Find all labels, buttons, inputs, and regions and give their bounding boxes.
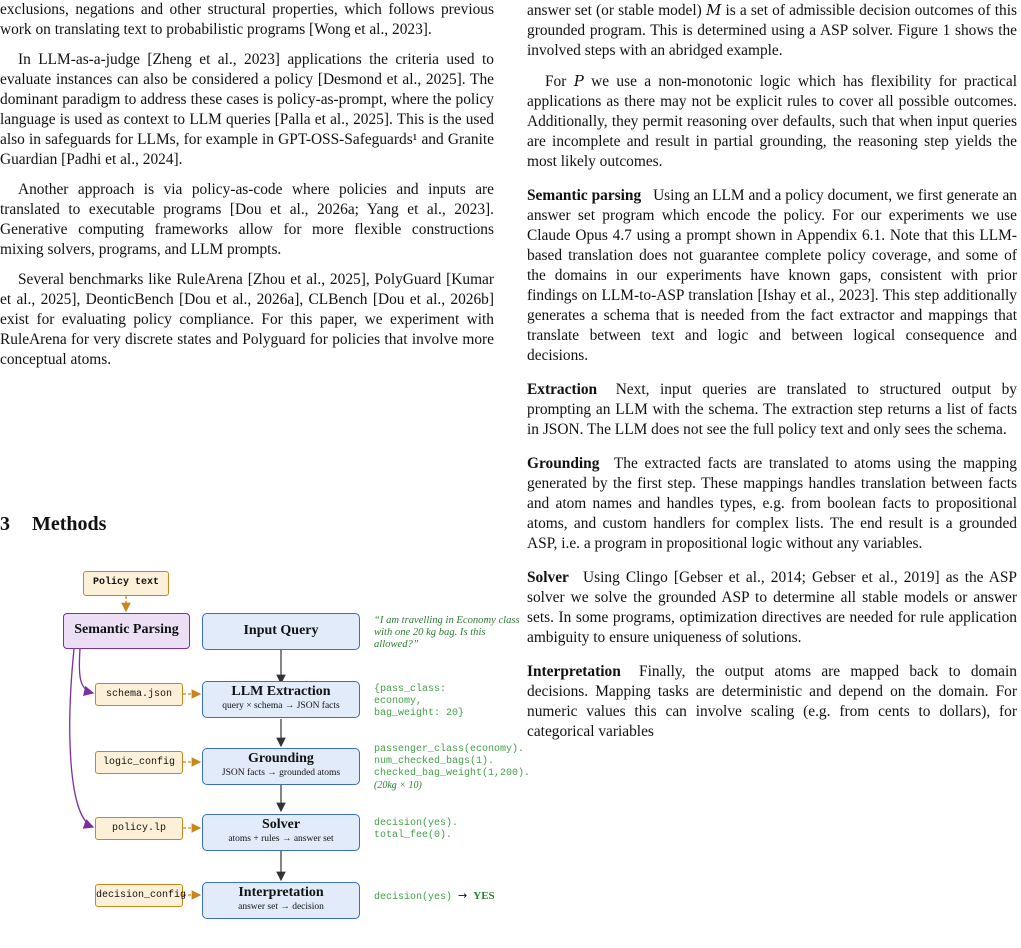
grounding-text: The extracted facts are translated to atoms using the mapping generated by the first step. These mappings handles translation between facts and atom names and handles types, e.g. from boolean facts to propositional atoms, and custom handlers for complex lists. The end result is a grounded ASP, i.e. a program in propositional logic without any variables. bbox=[527, 455, 1017, 552]
decision-config-file: decision_config bbox=[95, 884, 183, 907]
policy-lp-file: policy.lp bbox=[95, 817, 183, 840]
right-p2-post: we use a non-monotonic logic which has flexibility for practical applications as there may not be explicit rules to cover all possible outcomes. Additionally, they permit reasoning over defaults, such that when input queries are incomplete and result in partial grounding, the reasoning step yields the most likely outcomes. bbox=[527, 73, 1017, 170]
right-column bbox=[527, 0, 1017, 752]
interpretation-heading: Interpretation bbox=[527, 663, 621, 680]
grounding-title: Grounding bbox=[248, 751, 314, 766]
schema-json-file: schema.json bbox=[95, 683, 183, 706]
interpretation-output-block bbox=[374, 890, 495, 904]
interpretation-title: Interpretation bbox=[238, 885, 324, 900]
solver-paragraph bbox=[527, 568, 1017, 648]
llm-extraction-subtitle: query × schema → JSON facts bbox=[222, 701, 340, 711]
semantic-parsing-box: Semantic Parsing bbox=[63, 613, 190, 649]
grounding-paragraph bbox=[527, 454, 1017, 554]
grounding-output-block bbox=[374, 744, 530, 793]
parsing-to-policy-curve bbox=[70, 649, 93, 827]
solver-title: Solver bbox=[261, 817, 301, 832]
parsing-to-schema-curve bbox=[79, 649, 93, 693]
solver-box bbox=[202, 814, 360, 851]
extraction-heading: Extraction bbox=[527, 381, 598, 398]
grounding-note: (20kg × 10) bbox=[374, 780, 422, 791]
solver-text: Using Clingo [Gebser et al., 2014; Gebser et al., 2019] as the ASP solver we solve the grounded ASP to determine all stable models or answer sets. In some programs, optimization directives are needed for rule application ambiguity to ensure uniqueness of solutions. bbox=[527, 569, 1017, 646]
solver-output: decision(yes). total_fee(0). bbox=[374, 818, 459, 841]
grounding-heading: Grounding bbox=[527, 455, 600, 472]
program-variable: P bbox=[573, 72, 584, 90]
llm-extraction-box bbox=[202, 681, 360, 718]
extraction-output: {pass_class: economy, bag_weight: 20} bbox=[374, 684, 465, 719]
llm-extraction-title: LLM Extraction bbox=[231, 684, 331, 699]
solver-subtitle: atoms + rules → answer set bbox=[228, 834, 334, 844]
solver-heading: Solver bbox=[527, 569, 569, 586]
left-column bbox=[0, 0, 494, 380]
semantic-parsing-text: Using an LLM and a policy document, we first generate an answer set program which encode the policy. For our experiments we use Claude Opus 4.7 using a prompt shown in Appendix 6.1. Note that this LLM-based translation does not guarantee complete policy coverage, and some of the domains in our experiments have known gaps, consistent with prior findings on LLM-to-ASP translation [Ishay et al., 2023]. This step additionally generates a schema that is needed from the fact extractor and mappings that translate between text and logic and between logical consequence and decisions. bbox=[527, 187, 1017, 364]
section-number: 3 bbox=[0, 513, 10, 535]
left-paragraph-1: exclusions, negations and other structural properties, which follows previous work on translating text to probabilistic programs [Wong et al., 2023]. bbox=[0, 1, 494, 38]
query-quote: “I am travelling in Economy class with one 20 kg bag. Is this allowed?” bbox=[374, 615, 520, 650]
grounding-box bbox=[202, 748, 360, 785]
logic-config-file: logic_config bbox=[95, 751, 183, 774]
interpretation-result: YES bbox=[473, 890, 495, 902]
input-query-title: Input Query bbox=[243, 623, 319, 638]
left-paragraph-3: Another approach is via policy-as-code where policies and inputs are translated to executable programs [Dou et al., 2026a; Yang et al., 2023]. Generative computing frameworks allow for more flexible constructions mixing solvers, programs, and LLM prompts. bbox=[0, 181, 494, 258]
pipeline-figure bbox=[60, 568, 531, 948]
interpretation-text: Finally, the output atoms are mapped back to domain decisions. Mapping tasks are deterministic and depend on the domain. For numeric values this can involve scaling (e.g. from cents to dollars), for categorical variables bbox=[527, 663, 1017, 740]
interpretation-box bbox=[202, 882, 360, 919]
extraction-text: Next, input queries are translated to structured output by prompting an LLM with the schema. The extraction step returns a list of facts in JSON. The LLM does not see the full policy text and only sees the schema. bbox=[527, 381, 1017, 438]
interpretation-paragraph bbox=[527, 662, 1017, 742]
grounding-output: passenger_class(economy). num_checked_bags(1). checked_bag_weight(1,200). bbox=[374, 744, 531, 779]
section-heading bbox=[0, 513, 106, 536]
interpretation-output: decision(yes) bbox=[374, 892, 453, 903]
right-paragraph-2 bbox=[527, 71, 1017, 172]
interpretation-arrow: → bbox=[458, 889, 468, 902]
section-title: Methods bbox=[32, 513, 107, 535]
semantic-parsing-paragraph bbox=[527, 186, 1017, 366]
right-p1-pre: answer set (or stable model) bbox=[527, 2, 706, 19]
right-p2-pre: For bbox=[545, 73, 574, 90]
semantic-parsing-heading: Semantic parsing bbox=[527, 187, 642, 204]
right-p1-post: is a set of admissible decision outcomes of this grounded program. This is determined using a ASP solver. Figure 1 shows the involved steps with an abridged example. bbox=[527, 2, 1017, 59]
input-query-box bbox=[202, 613, 360, 650]
answer-set-variable: M bbox=[705, 1, 722, 19]
right-paragraph-1 bbox=[527, 0, 1017, 61]
left-paragraph-2: In LLM-as-a-judge [Zheng et al., 2023] applications the criteria used to evaluate instances can also be considered a policy [Desmond et al., 2025]. The dominant paradigm to address these cases is policy-as-prompt, where the policy language is used as context to LLM queries [Palla et al., 2025]. This is the used also in safeguards for LLMs, for example in GPT-OSS-Safeguards¹ and Granite Guardian [Padhi et al., 2024]. bbox=[0, 51, 494, 168]
policy-text-box: Policy text bbox=[83, 571, 169, 596]
left-paragraph-4: Several benchmarks like RuleArena [Zhou et al., 2025], PolyGuard [Kumar et al., 2025], DeonticBench [Dou et al., 2026a], CLBench [Dou et al., 2026b] exist for evaluating policy compliance. For this paper, we experiment with RuleArena for very discrete states and Polyguard for policies that involve more conceptual atoms. bbox=[0, 271, 494, 368]
grounding-subtitle: JSON facts → grounded atoms bbox=[221, 768, 341, 778]
interpretation-subtitle: answer set → decision bbox=[238, 902, 324, 912]
extraction-paragraph bbox=[527, 380, 1017, 440]
